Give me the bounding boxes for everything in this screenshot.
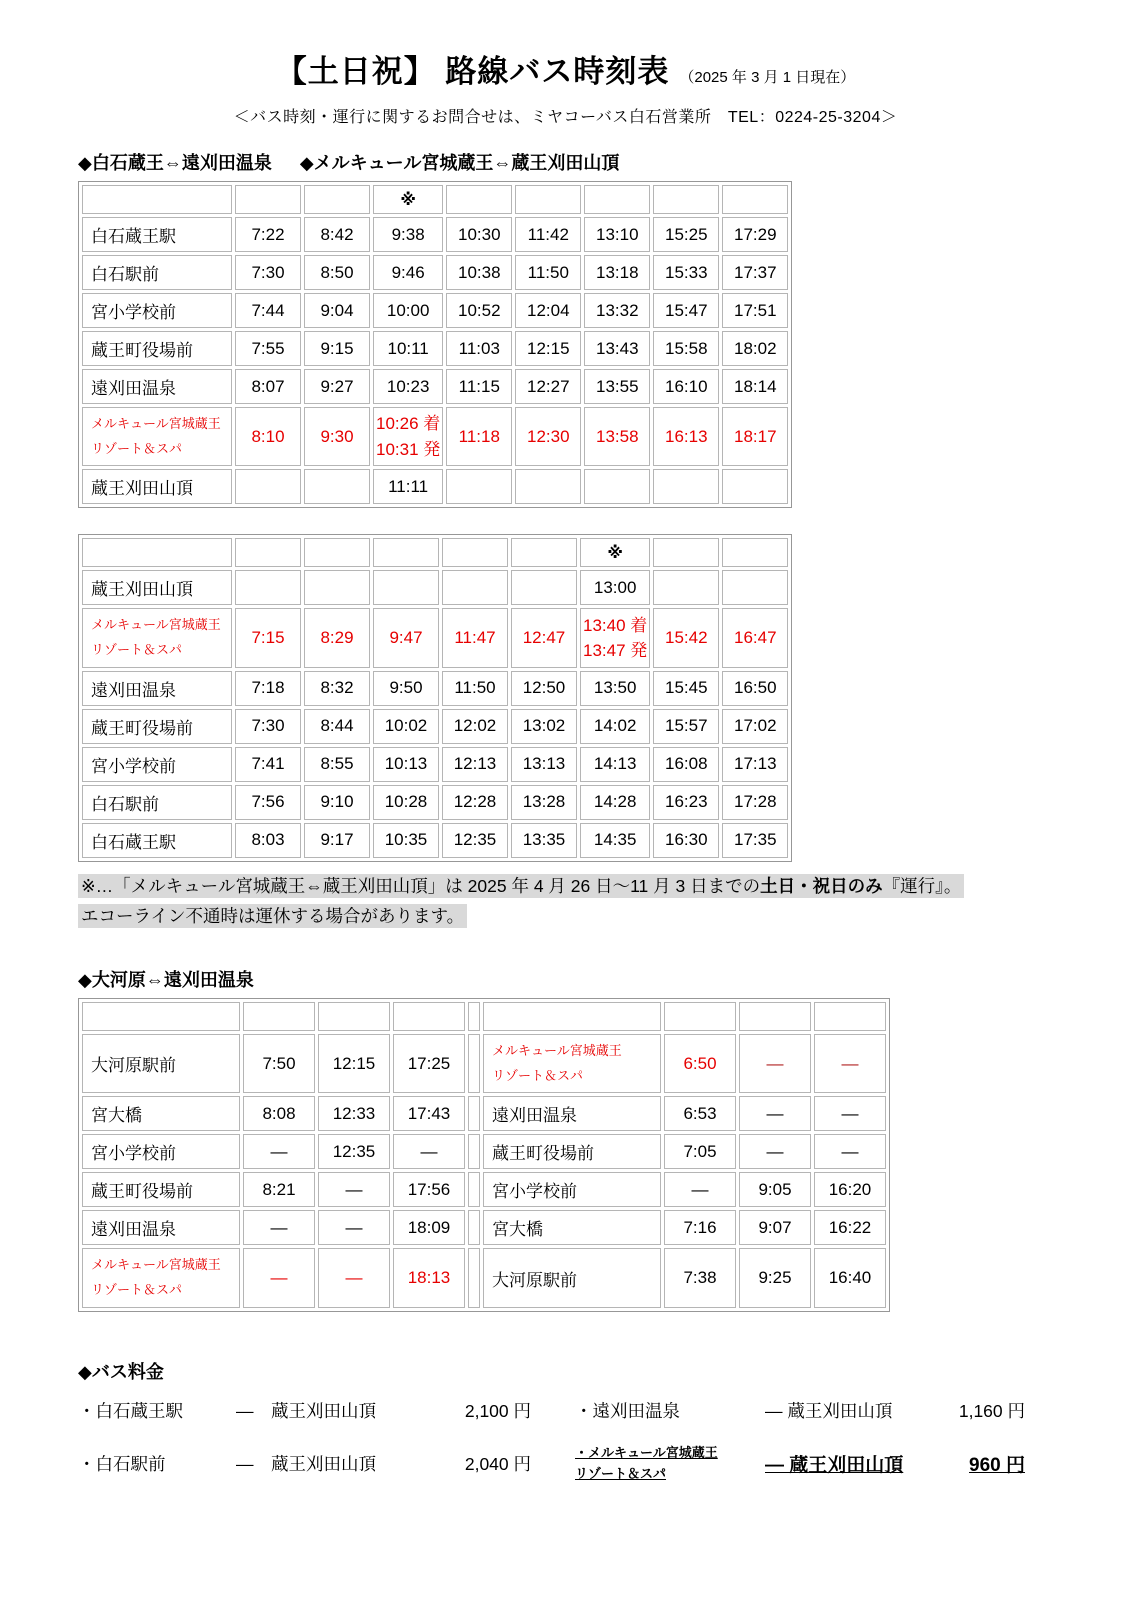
time-cell: 6:53: [664, 1096, 736, 1131]
time-cell: 13:35: [511, 823, 577, 858]
fare-item: [575, 1398, 1025, 1423]
station-cell: 白石蔵王駅: [82, 217, 232, 252]
time-cell: 12:30: [515, 407, 581, 466]
empty-header-cell: [483, 1002, 661, 1031]
time-cell: 16:20: [814, 1172, 886, 1207]
time-cell: 12:35: [318, 1134, 390, 1169]
spacer-cell: [468, 1134, 480, 1169]
station-cell: 白石蔵王駅: [82, 823, 232, 858]
operation-note: [78, 871, 1131, 932]
time-cell: ―: [814, 1134, 886, 1169]
time-cell: 18:17: [722, 407, 788, 466]
time-cell: 9:17: [304, 823, 370, 858]
time-cell: 10:13: [373, 747, 439, 782]
spacer-cell: [468, 1248, 480, 1307]
time-cell: ―: [318, 1172, 390, 1207]
timetable-row: [82, 293, 788, 328]
time-cell: 16:22: [814, 1210, 886, 1245]
page-title: 【土日祝】 路線バス時刻表: [275, 54, 670, 89]
time-cell: ―: [664, 1172, 736, 1207]
spacer-cell: [468, 1172, 480, 1207]
time-cell: 17:37: [722, 255, 788, 290]
time-cell: 7:50: [243, 1034, 315, 1093]
station-cell: 宮大橋: [82, 1096, 240, 1131]
time-cell: 9:46: [373, 255, 443, 290]
time-cell: 7:18: [235, 671, 301, 706]
note1-normal: ※…「メルキュール宮城蔵王⇔蔵王刈田山頂」は 2025 年 4 月 26 日～11 月 3 日までの: [81, 875, 761, 896]
timetable-shiroishi-inbound: [78, 534, 792, 861]
time-cell: 8:32: [304, 671, 370, 706]
time-cell: 10:38: [446, 255, 512, 290]
timetable-ogawara: [78, 998, 890, 1312]
table-spacer: [0, 508, 1131, 534]
timetable-row: [82, 608, 788, 667]
fare-from: ・メルキュール宮城蔵王 リゾート＆スパ: [575, 1444, 718, 1481]
fare-item: [78, 1398, 531, 1423]
timetable-row: [82, 709, 788, 744]
time-cell: 12:13: [442, 747, 508, 782]
timetable-row: [82, 1248, 886, 1307]
header-row: [82, 538, 788, 567]
time-cell: 13:58: [584, 407, 650, 466]
timetable-row: [82, 570, 788, 605]
station-cell: 宮小学校前: [82, 1134, 240, 1169]
time-cell: 10:52: [446, 293, 512, 328]
remark-mark-cell: ※: [580, 538, 650, 567]
spacer-cell: [468, 1034, 480, 1093]
time-cell: 17:02: [722, 709, 788, 744]
time-cell: [304, 469, 370, 504]
empty-header-cell: [318, 1002, 390, 1031]
time-cell: ―: [318, 1248, 390, 1307]
section1-heading: [78, 149, 1131, 175]
fare-to: ― 蔵王刈田山頂: [765, 1400, 893, 1421]
station-cell: 蔵王刈田山頂: [82, 469, 232, 504]
time-cell: 12:02: [442, 709, 508, 744]
time-cell: 15:25: [653, 217, 719, 252]
timetable-row: [82, 785, 788, 820]
station-cell: 大河原駅前: [483, 1248, 661, 1307]
time-cell: 8:07: [235, 369, 301, 404]
time-cell: 12:27: [515, 369, 581, 404]
station-cell: 遠刈田温泉: [82, 369, 232, 404]
empty-header-cell: [393, 1002, 465, 1031]
header-row: [82, 185, 788, 214]
header-row: [82, 1002, 886, 1031]
time-cell: 9:50: [373, 671, 439, 706]
time-cell: 18:02: [722, 331, 788, 366]
time-cell: 12:04: [515, 293, 581, 328]
time-cell: 15:58: [653, 331, 719, 366]
time-cell: 17:28: [722, 785, 788, 820]
time-cell: 15:33: [653, 255, 719, 290]
empty-header-cell: [515, 185, 581, 214]
time-cell: [304, 570, 370, 605]
empty-header-cell: [739, 1002, 811, 1031]
time-cell: 18:09: [393, 1210, 465, 1245]
station-cell: 遠刈田温泉: [82, 671, 232, 706]
time-cell: 7:30: [235, 709, 301, 744]
timetable-row: [82, 747, 788, 782]
time-cell: 13:02: [511, 709, 577, 744]
timetable-shiroishi-outbound: [78, 181, 792, 508]
timetable-row: [82, 1096, 886, 1131]
empty-header-cell: [243, 1002, 315, 1031]
station-cell: 蔵王町役場前: [82, 709, 232, 744]
time-cell: 12:47: [511, 608, 577, 667]
time-cell: 8:10: [235, 407, 301, 466]
time-cell: 16:50: [722, 671, 788, 706]
timetable-row: [82, 1134, 886, 1169]
time-cell: 9:27: [304, 369, 370, 404]
timetable-row: [82, 331, 788, 366]
empty-header-cell: [446, 185, 512, 214]
empty-header-cell: [373, 538, 439, 567]
section1-heading-right: ◆メルキュール宮城蔵王⇔蔵王刈田山頂: [299, 153, 620, 173]
time-cell: ―: [739, 1034, 811, 1093]
time-cell: ―: [739, 1134, 811, 1169]
time-cell: 18:13: [393, 1248, 465, 1307]
time-cell: 10:28: [373, 785, 439, 820]
time-cell: 13:50: [580, 671, 650, 706]
time-cell: 9:10: [304, 785, 370, 820]
time-cell: [373, 570, 439, 605]
time-cell: 16:30: [653, 823, 719, 858]
fare-price: 2,100 円: [464, 1400, 531, 1421]
time-cell: 17:43: [393, 1096, 465, 1131]
time-cell: ―: [393, 1134, 465, 1169]
station-cell: メルキュール宮城蔵王 リゾート＆スパ: [82, 608, 232, 667]
time-cell: 10:23: [373, 369, 443, 404]
fares-heading: ◆バス料金: [78, 1361, 164, 1382]
time-cell: ―: [739, 1096, 811, 1131]
time-cell: ―: [318, 1210, 390, 1245]
time-cell: 13:40 着 13:47 発: [580, 608, 650, 667]
time-cell: 13:18: [584, 255, 650, 290]
time-cell: 13:43: [584, 331, 650, 366]
station-cell: 蔵王町役場前: [82, 331, 232, 366]
fare-to: ― 蔵王刈田山頂: [765, 1455, 904, 1477]
remark-mark-cell: ※: [373, 185, 443, 214]
station-cell: メルキュール宮城蔵王 リゾート＆スパ: [483, 1034, 661, 1093]
station-cell: メルキュール宮城蔵王 リゾート＆スパ: [82, 407, 232, 466]
time-cell: 14:28: [580, 785, 650, 820]
time-cell: 15:47: [653, 293, 719, 328]
time-cell: 8:55: [304, 747, 370, 782]
timetable-row: [82, 671, 788, 706]
time-cell: 7:38: [664, 1248, 736, 1307]
time-cell: 13:55: [584, 369, 650, 404]
fare-price: 960 円: [969, 1455, 1025, 1477]
time-cell: 16:10: [653, 369, 719, 404]
time-cell: 13:10: [584, 217, 650, 252]
time-cell: 7:30: [235, 255, 301, 290]
empty-header-cell: [82, 1002, 240, 1031]
time-cell: 17:25: [393, 1034, 465, 1093]
time-cell: 8:03: [235, 823, 301, 858]
time-cell: 8:50: [304, 255, 370, 290]
empty-header-cell: [653, 185, 719, 214]
time-cell: 7:56: [235, 785, 301, 820]
time-cell: [515, 469, 581, 504]
empty-header-cell: [235, 538, 301, 567]
timetable-row: [82, 823, 788, 858]
timetable-row: [82, 255, 788, 290]
time-cell: 7:22: [235, 217, 301, 252]
empty-header-cell: [722, 538, 788, 567]
spacer-cell: [468, 1210, 480, 1245]
time-cell: [653, 570, 719, 605]
time-cell: 12:15: [515, 331, 581, 366]
time-cell: 11:47: [442, 608, 508, 667]
time-cell: 9:25: [739, 1248, 811, 1307]
time-cell: 15:42: [653, 608, 719, 667]
time-cell: 9:05: [739, 1172, 811, 1207]
time-cell: ―: [814, 1096, 886, 1131]
time-cell: 11:15: [446, 369, 512, 404]
time-cell: [511, 570, 577, 605]
section1-heading-left: ◆白石蔵王⇔遠刈田温泉: [78, 153, 272, 173]
fare-row-2: [78, 1443, 1131, 1485]
fare-price: 1,160 円: [958, 1400, 1025, 1421]
spacer-cell: [468, 1096, 480, 1131]
empty-header-cell: [304, 538, 370, 567]
time-cell: 12:35: [442, 823, 508, 858]
time-cell: 7:05: [664, 1134, 736, 1169]
time-cell: 11:50: [442, 671, 508, 706]
station-cell: 白石駅前: [82, 255, 232, 290]
station-cell: 蔵王町役場前: [82, 1172, 240, 1207]
timetable-row: [82, 1210, 886, 1245]
fare-to: ― 蔵王刈田山頂: [236, 1454, 376, 1475]
timetable-row: [82, 1172, 886, 1207]
station-cell: 宮小学校前: [82, 293, 232, 328]
time-cell: 16:23: [653, 785, 719, 820]
empty-header-cell: [235, 185, 301, 214]
time-cell: [653, 469, 719, 504]
time-cell: 12:28: [442, 785, 508, 820]
time-cell: 7:15: [235, 608, 301, 667]
fare-item: [78, 1451, 531, 1476]
time-cell: 15:45: [653, 671, 719, 706]
time-cell: 18:14: [722, 369, 788, 404]
note-line-2: エコーライン不通時は運休する場合があります。: [78, 901, 1131, 932]
time-cell: [446, 469, 512, 504]
time-cell: 11:11: [373, 469, 443, 504]
time-cell: 15:57: [653, 709, 719, 744]
timetable-row: [82, 217, 788, 252]
time-cell: 9:38: [373, 217, 443, 252]
time-cell: 7:41: [235, 747, 301, 782]
time-cell: 11:50: [515, 255, 581, 290]
fare-to: ― 蔵王刈田山頂: [236, 1400, 376, 1421]
note1-bold: 土日・祝日のみ: [760, 875, 883, 896]
time-cell: 17:29: [722, 217, 788, 252]
time-cell: 13:13: [511, 747, 577, 782]
note-line-1: [78, 871, 1131, 902]
time-cell: 16:08: [653, 747, 719, 782]
time-cell: 9:47: [373, 608, 439, 667]
time-cell: [235, 570, 301, 605]
time-cell: 9:15: [304, 331, 370, 366]
time-cell: 17:13: [722, 747, 788, 782]
page-title-date: （2025 年 3 月 1 日現在）: [679, 69, 856, 86]
time-cell: ―: [243, 1248, 315, 1307]
time-cell: 8:42: [304, 217, 370, 252]
time-cell: 7:16: [664, 1210, 736, 1245]
station-cell: 蔵王町役場前: [483, 1134, 661, 1169]
empty-header-cell: [82, 185, 232, 214]
time-cell: 8:21: [243, 1172, 315, 1207]
time-cell: 14:35: [580, 823, 650, 858]
time-cell: 16:47: [722, 608, 788, 667]
empty-header-cell: [442, 538, 508, 567]
time-cell: 9:04: [304, 293, 370, 328]
time-cell: 10:11: [373, 331, 443, 366]
contact-info: ＜バス時刻・運行に関するお問合せは、ミヤコーバス白石営業所 TEL：0224-25-3204＞: [233, 109, 898, 126]
empty-header-cell: [511, 538, 577, 567]
station-cell: 蔵王刈田山頂: [82, 570, 232, 605]
time-cell: 17:35: [722, 823, 788, 858]
fare-price: 2,040 円: [464, 1454, 531, 1475]
station-cell: 宮小学校前: [483, 1172, 661, 1207]
time-cell: [235, 469, 301, 504]
time-cell: ―: [243, 1134, 315, 1169]
page-header: [0, 46, 1131, 91]
station-cell: 宮大橋: [483, 1210, 661, 1245]
time-cell: 8:44: [304, 709, 370, 744]
time-cell: 8:08: [243, 1096, 315, 1131]
fare-row-1: [78, 1398, 1131, 1423]
time-cell: [442, 570, 508, 605]
time-cell: 10:26 着 10:31 発: [373, 407, 443, 466]
time-cell: 12:15: [318, 1034, 390, 1093]
time-cell: 13:32: [584, 293, 650, 328]
time-cell: 7:55: [235, 331, 301, 366]
time-cell: 16:13: [653, 407, 719, 466]
spacer-cell: [468, 1002, 480, 1031]
time-cell: 11:03: [446, 331, 512, 366]
time-cell: [722, 469, 788, 504]
station-cell: 遠刈田温泉: [82, 1210, 240, 1245]
time-cell: 9:07: [739, 1210, 811, 1245]
time-cell: 17:56: [393, 1172, 465, 1207]
station-cell: 大河原駅前: [82, 1034, 240, 1093]
empty-header-cell: [722, 185, 788, 214]
fare-item-emphasis: [575, 1443, 1025, 1485]
note1-tail: 『運行』。: [882, 875, 962, 896]
time-cell: 16:40: [814, 1248, 886, 1307]
fare-from: ・白石駅前: [78, 1454, 166, 1475]
timetable-row: [82, 369, 788, 404]
time-cell: 14:13: [580, 747, 650, 782]
empty-header-cell: [664, 1002, 736, 1031]
station-cell: 宮小学校前: [82, 747, 232, 782]
section2-heading: ◆大河原⇔遠刈田温泉: [78, 970, 254, 990]
time-cell: 11:42: [515, 217, 581, 252]
time-cell: ―: [243, 1210, 315, 1245]
time-cell: ―: [814, 1034, 886, 1093]
time-cell: 11:18: [446, 407, 512, 466]
time-cell: [722, 570, 788, 605]
time-cell: 7:44: [235, 293, 301, 328]
time-cell: 12:33: [318, 1096, 390, 1131]
time-cell: 10:35: [373, 823, 439, 858]
time-cell: 12:50: [511, 671, 577, 706]
empty-header-cell: [814, 1002, 886, 1031]
empty-header-cell: [82, 538, 232, 567]
time-cell: 13:28: [511, 785, 577, 820]
empty-header-cell: [304, 185, 370, 214]
station-cell: 白石駅前: [82, 785, 232, 820]
timetable-row: [82, 407, 788, 466]
empty-header-cell: [584, 185, 650, 214]
time-cell: 8:29: [304, 608, 370, 667]
station-cell: 遠刈田温泉: [483, 1096, 661, 1131]
time-cell: 14:02: [580, 709, 650, 744]
station-cell: メルキュール宮城蔵王 リゾート＆スパ: [82, 1248, 240, 1307]
empty-header-cell: [653, 538, 719, 567]
time-cell: 10:30: [446, 217, 512, 252]
time-cell: 13:00: [580, 570, 650, 605]
fare-from: ・白石蔵王駅: [78, 1400, 183, 1421]
time-cell: 10:02: [373, 709, 439, 744]
time-cell: 9:30: [304, 407, 370, 466]
timetable-row: [82, 1034, 886, 1093]
time-cell: 17:51: [722, 293, 788, 328]
fare-from: ・遠刈田温泉: [575, 1400, 680, 1421]
time-cell: 10:00: [373, 293, 443, 328]
time-cell: [584, 469, 650, 504]
time-cell: 6:50: [664, 1034, 736, 1093]
timetable-row: [82, 469, 788, 504]
